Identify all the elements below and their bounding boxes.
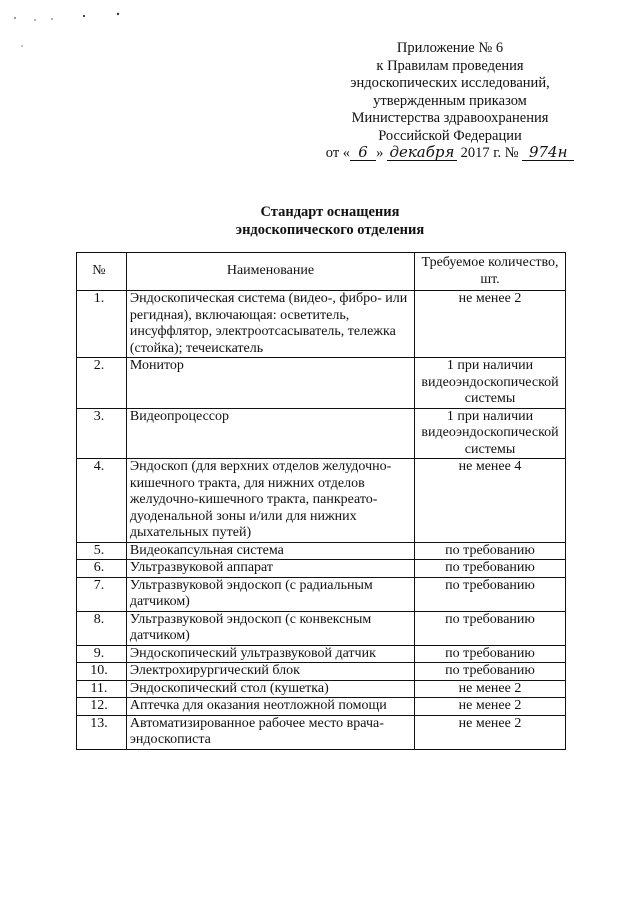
row-qty: не менее 2 [415, 698, 566, 716]
table-row [77, 291, 566, 358]
row-num: 9. [77, 645, 127, 663]
equipment-table [76, 252, 566, 750]
table-row [77, 663, 566, 681]
row-qty: по требованию [415, 542, 566, 560]
row-num: 10. [77, 663, 127, 681]
row-name: Монитор [126, 358, 414, 409]
row-qty: по требованию [415, 611, 566, 645]
row-name: Ультразвуковой эндоскоп (с радиальным датчиком) [126, 577, 414, 611]
row-num: 11. [77, 680, 127, 698]
table-header-row [77, 253, 566, 291]
row-name: Эндоскоп (для верхних отделов желудочно-кишечного тракта, для нижних отделов желудочно-кишечного тракта, панкреато-дуоденальной зоны и/или для нижних дыхательных путей) [126, 459, 414, 543]
row-num: 6. [77, 560, 127, 578]
appendix-header [300, 40, 600, 163]
row-qty: по требованию [415, 663, 566, 681]
table-row [77, 680, 566, 698]
table-row [77, 560, 566, 578]
row-num: 7. [77, 577, 127, 611]
title-line-1: Стандарт оснащения [260, 204, 400, 220]
row-qty: по требованию [415, 560, 566, 578]
header-num: № [77, 253, 127, 291]
row-name: Электрохирургический блок [126, 663, 414, 681]
row-name: Ультразвуковой эндоскоп (с конвексным датчиком) [126, 611, 414, 645]
table-row [77, 698, 566, 716]
row-num: 4. [77, 459, 127, 543]
row-name: Видеокапсульная система [126, 542, 414, 560]
row-num: 8. [77, 611, 127, 645]
header-line: Приложение № 6 [396, 40, 504, 56]
row-qty: не менее 2 [415, 291, 566, 358]
row-qty: не менее 2 [415, 680, 566, 698]
date-prefix: от « [325, 145, 351, 161]
row-qty: по требованию [415, 645, 566, 663]
row-num: 5. [77, 542, 127, 560]
table-row [77, 611, 566, 645]
title-line-2: эндоскопического отделения [235, 222, 425, 238]
table-row [77, 715, 566, 749]
row-num: 13. [77, 715, 127, 749]
date-year: 2017 г. № [460, 145, 519, 161]
row-num: 3. [77, 408, 127, 459]
row-qty: 1 при наличии видеоэндоскопической системы [415, 408, 566, 459]
table-row [77, 358, 566, 409]
row-name: Автоматизированное рабочее место врача-эндоскописта [126, 715, 414, 749]
table-row [77, 408, 566, 459]
row-qty: не менее 4 [415, 459, 566, 543]
row-name: Аптечка для оказания неотложной помощи [126, 698, 414, 716]
header-line: Министерства здравоохранения [351, 110, 549, 126]
row-qty: не менее 2 [415, 715, 566, 749]
header-line: к Правилам проведения [376, 57, 524, 74]
handwritten-month: декабря [387, 145, 457, 161]
row-name: Ультразвуковой аппарат [126, 560, 414, 578]
row-qty: по требованию [415, 577, 566, 611]
handwritten-day: 6 [350, 145, 376, 161]
row-name: Эндоскопическая система (видео-, фибро- или регидная), включающая: осветитель, инсуффлятор, электроотсасыватель, тележка (стойка); течеискатель [126, 291, 414, 358]
header-line: эндоскопических исследований, [350, 75, 550, 91]
header-name: Наименование [126, 253, 414, 291]
table-row [77, 645, 566, 663]
header-line: Российской Федерации [378, 127, 522, 144]
row-num: 1. [77, 291, 127, 358]
row-qty: 1 при наличии видеоэндоскопической системы [415, 358, 566, 409]
header-qty: Требуемое количество, шт. [415, 253, 566, 291]
table-row [77, 459, 566, 543]
row-name: Видеопроцессор [126, 408, 414, 459]
row-name: Эндоскопический ультразвуковой датчик [126, 645, 414, 663]
row-num: 12. [77, 698, 127, 716]
document-title [0, 203, 640, 239]
row-num: 2. [77, 358, 127, 409]
row-name: Эндоскопический стол (кушетка) [126, 680, 414, 698]
order-date-line [300, 145, 600, 163]
header-line: утвержденным приказом [373, 92, 527, 109]
date-mid: » [376, 145, 384, 161]
table-row [77, 542, 566, 560]
handwritten-order-number: 974н [522, 145, 574, 161]
table-row [77, 577, 566, 611]
